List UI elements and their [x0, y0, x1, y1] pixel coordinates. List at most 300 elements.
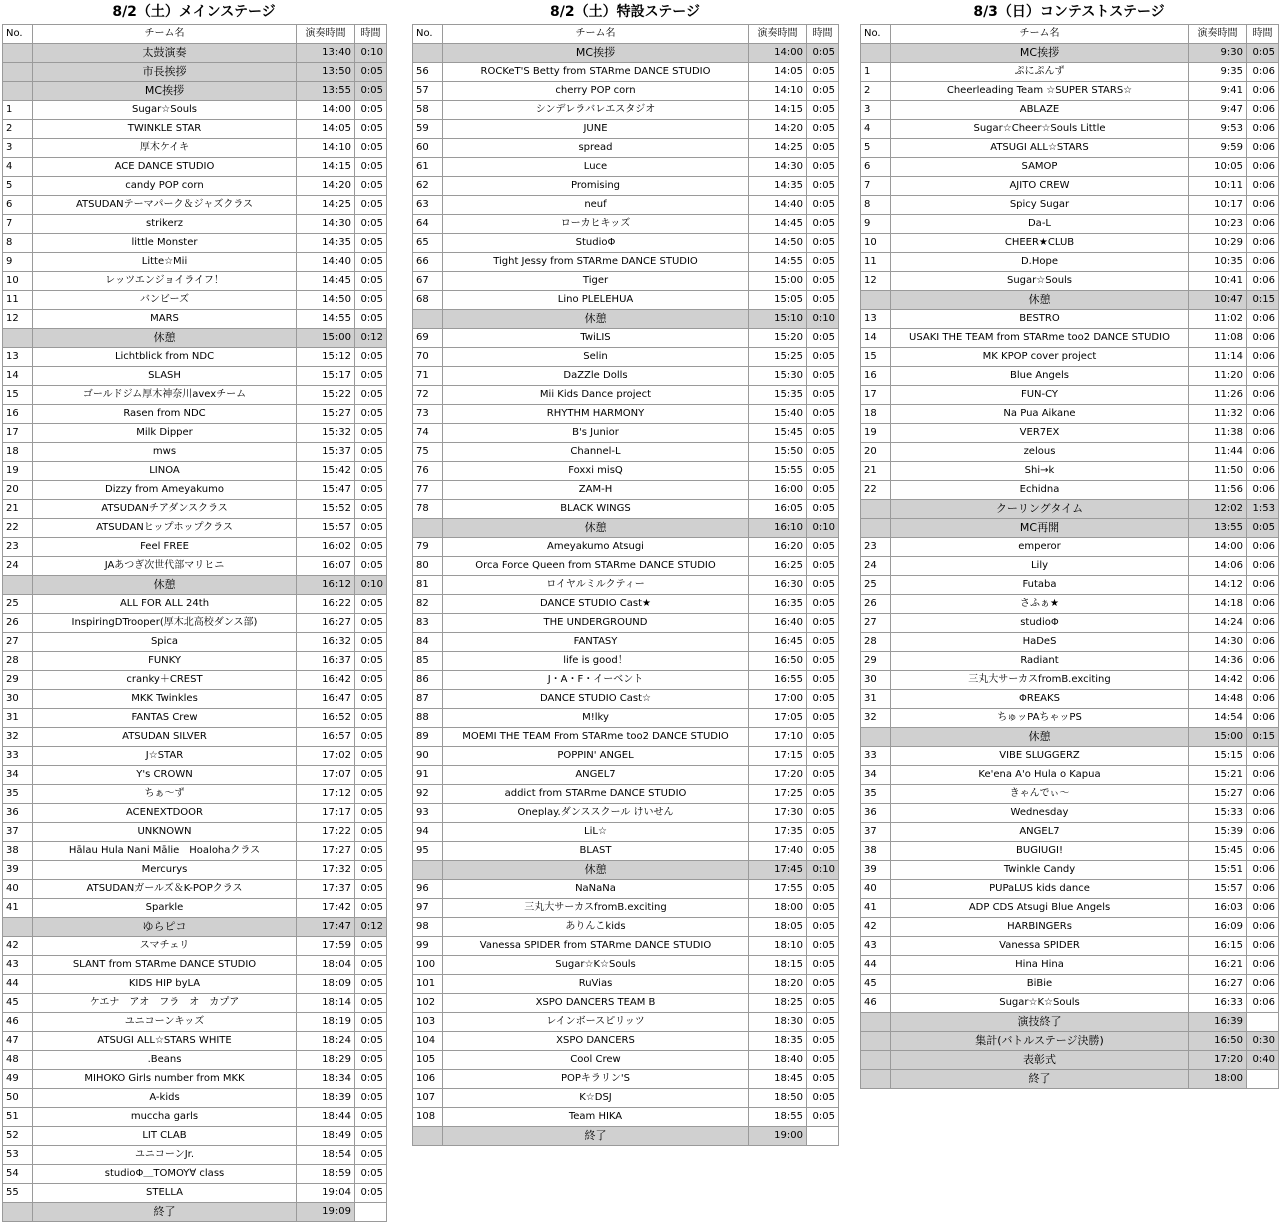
team-row: [861, 614, 1279, 633]
team-name: きゃんでぃ〜: [891, 785, 1189, 804]
header-no: No.: [3, 25, 33, 44]
team-row: [3, 595, 387, 614]
start-time: 9:47: [1189, 101, 1247, 120]
team-name: クーリングタイム: [891, 500, 1189, 519]
start-time: 17:02: [297, 747, 355, 766]
team-name: 三丸大サーカスfromB.exciting: [443, 899, 749, 918]
team-name: 休憩: [33, 329, 297, 348]
duration: 0:06: [1247, 367, 1279, 386]
team-name: A-kids: [33, 1089, 297, 1108]
start-time: 10:11: [1189, 177, 1247, 196]
start-time: 16:45: [749, 633, 807, 652]
row-number: 108: [413, 1108, 443, 1127]
duration: 0:06: [1247, 405, 1279, 424]
team-row: [3, 880, 387, 899]
team-row: [413, 367, 839, 386]
team-row: [413, 348, 839, 367]
row-number: 33: [861, 747, 891, 766]
team-row: [861, 595, 1279, 614]
start-time: 14:18: [1189, 595, 1247, 614]
start-time: 10:23: [1189, 215, 1247, 234]
start-time: 14:05: [297, 120, 355, 139]
team-row: [413, 1051, 839, 1070]
row-number: 26: [3, 614, 33, 633]
row-number: 76: [413, 462, 443, 481]
start-time: 14:48: [1189, 690, 1247, 709]
row-number: 18: [861, 405, 891, 424]
start-time: 17:20: [749, 766, 807, 785]
team-row: [3, 823, 387, 842]
duration: 0:06: [1247, 481, 1279, 500]
team-row: [413, 671, 839, 690]
team-row: [3, 652, 387, 671]
team-row: [3, 519, 387, 538]
row-number: 69: [413, 329, 443, 348]
duration: 0:06: [1247, 462, 1279, 481]
row-number: 73: [413, 405, 443, 424]
start-time: 15:00: [297, 329, 355, 348]
duration: 0:05: [807, 101, 839, 120]
duration: 0:06: [1247, 196, 1279, 215]
duration: 0:05: [355, 614, 387, 633]
start-time: 17:12: [297, 785, 355, 804]
team-row: [413, 158, 839, 177]
start-time: 14:20: [749, 120, 807, 139]
duration: 0:05: [807, 1089, 839, 1108]
team-name: Sugar☆K☆Souls: [443, 956, 749, 975]
duration: 0:05: [355, 880, 387, 899]
team-row: [413, 633, 839, 652]
row-number: 12: [861, 272, 891, 291]
team-row: [3, 671, 387, 690]
team-name: Spicy Sugar: [891, 196, 1189, 215]
start-time: 16:55: [749, 671, 807, 690]
team-name: HaDeS: [891, 633, 1189, 652]
duration: 0:05: [807, 291, 839, 310]
team-name: TwiLIS: [443, 329, 749, 348]
duration: 0:05: [355, 177, 387, 196]
duration: 0:05: [807, 424, 839, 443]
team-name: STELLA: [33, 1184, 297, 1203]
team-name: 休憩: [891, 291, 1189, 310]
team-name: Ke'ena A'o Hula o Kapua: [891, 766, 1189, 785]
duration: 0:06: [1247, 899, 1279, 918]
program-row: [3, 329, 387, 348]
team-name: UNKNOWN: [33, 823, 297, 842]
team-name: 演技終了: [891, 1013, 1189, 1032]
program-row: [413, 44, 839, 63]
team-name: さふぁ★: [891, 595, 1189, 614]
team-row: [3, 557, 387, 576]
program-row: [3, 82, 387, 101]
team-name: XSPO DANCERS TEAM B: [443, 994, 749, 1013]
team-row: [413, 481, 839, 500]
row-number: 79: [413, 538, 443, 557]
row-number: 83: [413, 614, 443, 633]
duration: 0:05: [355, 82, 387, 101]
row-number: [413, 1127, 443, 1146]
team-row: [3, 538, 387, 557]
row-number: 25: [861, 576, 891, 595]
duration: 0:06: [1247, 747, 1279, 766]
team-row: [3, 766, 387, 785]
duration: 0:06: [1247, 120, 1279, 139]
team-name: ROCKeT'S Betty from STARme DANCE STUDIO: [443, 63, 749, 82]
team-name: KIDS HIP byLA: [33, 975, 297, 994]
team-row: [413, 937, 839, 956]
duration: 0:05: [807, 804, 839, 823]
duration: 0:05: [807, 1051, 839, 1070]
duration: 0:06: [1247, 310, 1279, 329]
start-time: 17:55: [749, 880, 807, 899]
duration: 0:05: [355, 196, 387, 215]
team-row: [3, 956, 387, 975]
team-name: Sparkle: [33, 899, 297, 918]
program-row: [861, 1013, 1279, 1032]
start-time: 17:30: [749, 804, 807, 823]
team-name: DANCE STUDIO Cast★: [443, 595, 749, 614]
start-time: 16:52: [297, 709, 355, 728]
team-row: [861, 82, 1279, 101]
row-number: 107: [413, 1089, 443, 1108]
duration: 0:05: [807, 329, 839, 348]
team-name: ΦREAKS: [891, 690, 1189, 709]
duration: 0:05: [807, 690, 839, 709]
duration: 0:05: [807, 728, 839, 747]
row-number: 52: [3, 1127, 33, 1146]
team-row: [861, 804, 1279, 823]
team-name: studioΦ＿TOMOY∀ class: [33, 1165, 297, 1184]
row-number: 6: [3, 196, 33, 215]
start-time: 13:55: [297, 82, 355, 101]
start-time: 18:20: [749, 975, 807, 994]
team-name: ZAM-H: [443, 481, 749, 500]
duration: 0:10: [355, 576, 387, 595]
duration: 0:30: [1247, 1032, 1279, 1051]
duration: [1247, 1013, 1279, 1032]
team-name: XSPO DANCERS: [443, 1032, 749, 1051]
team-name: emperor: [891, 538, 1189, 557]
team-name: ユニコーンJr.: [33, 1146, 297, 1165]
duration: 0:06: [1247, 101, 1279, 120]
team-row: [413, 614, 839, 633]
team-name: USAKI THE TEAM from STARme too2 DANCE STUDIO: [891, 329, 1189, 348]
start-time: 18:30: [749, 1013, 807, 1032]
team-row: [861, 918, 1279, 937]
team-row: [3, 405, 387, 424]
row-number: 45: [3, 994, 33, 1013]
start-time: 16:50: [749, 652, 807, 671]
start-time: 14:50: [749, 234, 807, 253]
duration: 0:05: [807, 63, 839, 82]
team-name: Lichtblick from NDC: [33, 348, 297, 367]
team-row: [413, 956, 839, 975]
start-time: 11:44: [1189, 443, 1247, 462]
row-number: 13: [3, 348, 33, 367]
team-name: 終了: [891, 1070, 1189, 1089]
duration: 0:06: [1247, 823, 1279, 842]
duration: 0:05: [355, 519, 387, 538]
team-name: muccha garls: [33, 1108, 297, 1127]
row-number: 59: [413, 120, 443, 139]
start-time: 16:00: [749, 481, 807, 500]
duration: 0:05: [807, 937, 839, 956]
team-row: [3, 234, 387, 253]
team-name: MK KPOP cover project: [891, 348, 1189, 367]
start-time: 18:00: [1189, 1070, 1247, 1089]
start-time: 15:27: [1189, 785, 1247, 804]
row-number: 28: [861, 633, 891, 652]
team-row: [413, 766, 839, 785]
team-name: RuVias: [443, 975, 749, 994]
team-row: [3, 424, 387, 443]
team-name: ACE DANCE STUDIO: [33, 158, 297, 177]
team-name: ATSUDANガールズ＆K-POPクラス: [33, 880, 297, 899]
team-name: ケエナ アオ フラ オ カプア: [33, 994, 297, 1013]
duration: 0:06: [1247, 766, 1279, 785]
row-number: [861, 1070, 891, 1089]
start-time: 17:32: [297, 861, 355, 880]
start-time: 16:10: [749, 519, 807, 538]
team-name: Promising: [443, 177, 749, 196]
row-number: 58: [413, 101, 443, 120]
row-number: [861, 44, 891, 63]
duration: 0:06: [1247, 861, 1279, 880]
start-time: 17:37: [297, 880, 355, 899]
row-number: 16: [3, 405, 33, 424]
start-time: 17:10: [749, 728, 807, 747]
team-row: [861, 424, 1279, 443]
start-time: 11:26: [1189, 386, 1247, 405]
team-name: Sugar☆Cheer☆Souls Little: [891, 120, 1189, 139]
duration: 0:06: [1247, 975, 1279, 994]
row-number: 10: [3, 272, 33, 291]
start-time: 19:00: [749, 1127, 807, 1146]
duration: 0:10: [807, 861, 839, 880]
team-row: [413, 1032, 839, 1051]
duration: 0:05: [355, 367, 387, 386]
start-time: 17:35: [749, 823, 807, 842]
team-name: K☆DSJ: [443, 1089, 749, 1108]
row-number: 24: [3, 557, 33, 576]
team-name: 三丸大サーカスfromB.exciting: [891, 671, 1189, 690]
team-name: Na Pua Aikane: [891, 405, 1189, 424]
team-name: J☆STAR: [33, 747, 297, 766]
duration: 0:06: [1247, 576, 1279, 595]
row-number: [413, 519, 443, 538]
team-name: cranky＋CREST: [33, 671, 297, 690]
start-time: 18:25: [749, 994, 807, 1013]
row-number: 55: [3, 1184, 33, 1203]
team-name: ATSUDANテーマパーク＆ジャズクラス: [33, 196, 297, 215]
start-time: 18:10: [749, 937, 807, 956]
team-row: [413, 576, 839, 595]
duration: 0:05: [807, 842, 839, 861]
team-name: ゴールドジム厚木神奈川avexチーム: [33, 386, 297, 405]
duration: 0:05: [355, 842, 387, 861]
team-row: [413, 82, 839, 101]
row-number: [3, 329, 33, 348]
team-row: [3, 272, 387, 291]
duration: 0:05: [807, 1108, 839, 1127]
duration: 0:05: [807, 823, 839, 842]
start-time: 14:40: [297, 253, 355, 272]
team-row: [3, 462, 387, 481]
start-time: 16:27: [1189, 975, 1247, 994]
start-time: 17:00: [749, 690, 807, 709]
start-time: 18:40: [749, 1051, 807, 1070]
row-number: 27: [3, 633, 33, 652]
row-number: 3: [861, 101, 891, 120]
start-time: 14:42: [1189, 671, 1247, 690]
duration: 0:05: [355, 272, 387, 291]
header-duration: 時間: [355, 25, 387, 44]
team-row: [413, 101, 839, 120]
header-team-name: チーム名: [891, 25, 1189, 44]
start-time: 17:22: [297, 823, 355, 842]
row-number: [3, 44, 33, 63]
row-number: 50: [3, 1089, 33, 1108]
start-time: 15:37: [297, 443, 355, 462]
start-time: 15:10: [749, 310, 807, 329]
team-row: [413, 386, 839, 405]
start-time: 16:30: [749, 576, 807, 595]
team-row: [3, 481, 387, 500]
row-number: 99: [413, 937, 443, 956]
team-name: FUNKY: [33, 652, 297, 671]
team-row: [861, 690, 1279, 709]
stage-main: [2, 0, 386, 1222]
team-name: Tiger: [443, 272, 749, 291]
team-name: ATSUGI ALL☆STARS WHITE: [33, 1032, 297, 1051]
duration: 0:05: [807, 899, 839, 918]
start-time: 16:21: [1189, 956, 1247, 975]
header-duration: 時間: [1247, 25, 1279, 44]
duration: 0:05: [355, 462, 387, 481]
team-row: [861, 329, 1279, 348]
team-name: 太鼓演奏: [33, 44, 297, 63]
start-time: 15:22: [297, 386, 355, 405]
duration: 0:06: [1247, 918, 1279, 937]
team-row: [861, 215, 1279, 234]
row-number: 34: [861, 766, 891, 785]
row-number: 28: [3, 652, 33, 671]
duration: 0:05: [355, 1127, 387, 1146]
row-number: 72: [413, 386, 443, 405]
row-number: 31: [3, 709, 33, 728]
row-number: 23: [861, 538, 891, 557]
row-number: 5: [3, 177, 33, 196]
team-name: Cheerleading Team ☆SUPER STARS☆: [891, 82, 1189, 101]
team-name: LiL☆: [443, 823, 749, 842]
team-name: BiBie: [891, 975, 1189, 994]
team-row: [413, 234, 839, 253]
team-name: 休憩: [891, 728, 1189, 747]
team-name: mws: [33, 443, 297, 462]
row-number: 56: [413, 63, 443, 82]
start-time: 15:45: [1189, 842, 1247, 861]
start-time: 16:09: [1189, 918, 1247, 937]
duration: 0:05: [355, 975, 387, 994]
team-name: LIT CLAB: [33, 1127, 297, 1146]
team-row: [861, 576, 1279, 595]
row-number: 46: [3, 1013, 33, 1032]
row-number: 21: [861, 462, 891, 481]
start-time: 16:22: [297, 595, 355, 614]
team-name: MC挨拶: [443, 44, 749, 63]
start-time: 17:47: [297, 918, 355, 937]
duration: 0:05: [355, 1146, 387, 1165]
row-number: 89: [413, 728, 443, 747]
start-time: 17:59: [297, 937, 355, 956]
team-row: [3, 158, 387, 177]
row-number: 90: [413, 747, 443, 766]
row-number: 68: [413, 291, 443, 310]
stage-contest: [860, 0, 1278, 1089]
duration: 0:05: [355, 348, 387, 367]
duration: 0:05: [355, 937, 387, 956]
duration: 0:06: [1247, 538, 1279, 557]
start-time: 11:08: [1189, 329, 1247, 348]
start-time: 18:49: [297, 1127, 355, 1146]
team-row: [413, 880, 839, 899]
team-name: RHYTHM HARMONY: [443, 405, 749, 424]
team-row: [861, 348, 1279, 367]
team-name: Foxxi misQ: [443, 462, 749, 481]
start-time: 14:00: [749, 44, 807, 63]
team-row: [3, 253, 387, 272]
duration: 0:06: [1247, 139, 1279, 158]
duration: 0:05: [807, 1013, 839, 1032]
duration: 0:05: [355, 899, 387, 918]
team-row: [413, 804, 839, 823]
start-time: 16:47: [297, 690, 355, 709]
team-row: [3, 937, 387, 956]
row-number: 22: [861, 481, 891, 500]
team-row: [413, 500, 839, 519]
team-row: [3, 1013, 387, 1032]
team-row: [861, 766, 1279, 785]
duration: 0:05: [355, 766, 387, 785]
start-time: 18:39: [297, 1089, 355, 1108]
start-time: 17:17: [297, 804, 355, 823]
team-name: Feel FREE: [33, 538, 297, 557]
team-name: 休憩: [443, 861, 749, 880]
start-time: 15:00: [1189, 728, 1247, 747]
team-row: [861, 880, 1279, 899]
team-name: ありんこkids: [443, 918, 749, 937]
row-number: [413, 861, 443, 880]
start-time: 12:02: [1189, 500, 1247, 519]
team-row: [3, 842, 387, 861]
start-time: 18:34: [297, 1070, 355, 1089]
start-time: 15:39: [1189, 823, 1247, 842]
team-name: レインボースピリッツ: [443, 1013, 749, 1032]
team-row: [413, 595, 839, 614]
team-row: [3, 1146, 387, 1165]
team-name: InspiringDTrooper(厚木北高校ダンス部): [33, 614, 297, 633]
start-time: 18:14: [297, 994, 355, 1013]
row-number: 81: [413, 576, 443, 595]
start-time: 14:25: [297, 196, 355, 215]
row-number: 41: [3, 899, 33, 918]
row-number: 78: [413, 500, 443, 519]
row-number: 13: [861, 310, 891, 329]
row-number: 67: [413, 272, 443, 291]
duration: 0:05: [355, 861, 387, 880]
start-time: 14:50: [297, 291, 355, 310]
row-number: 42: [861, 918, 891, 937]
